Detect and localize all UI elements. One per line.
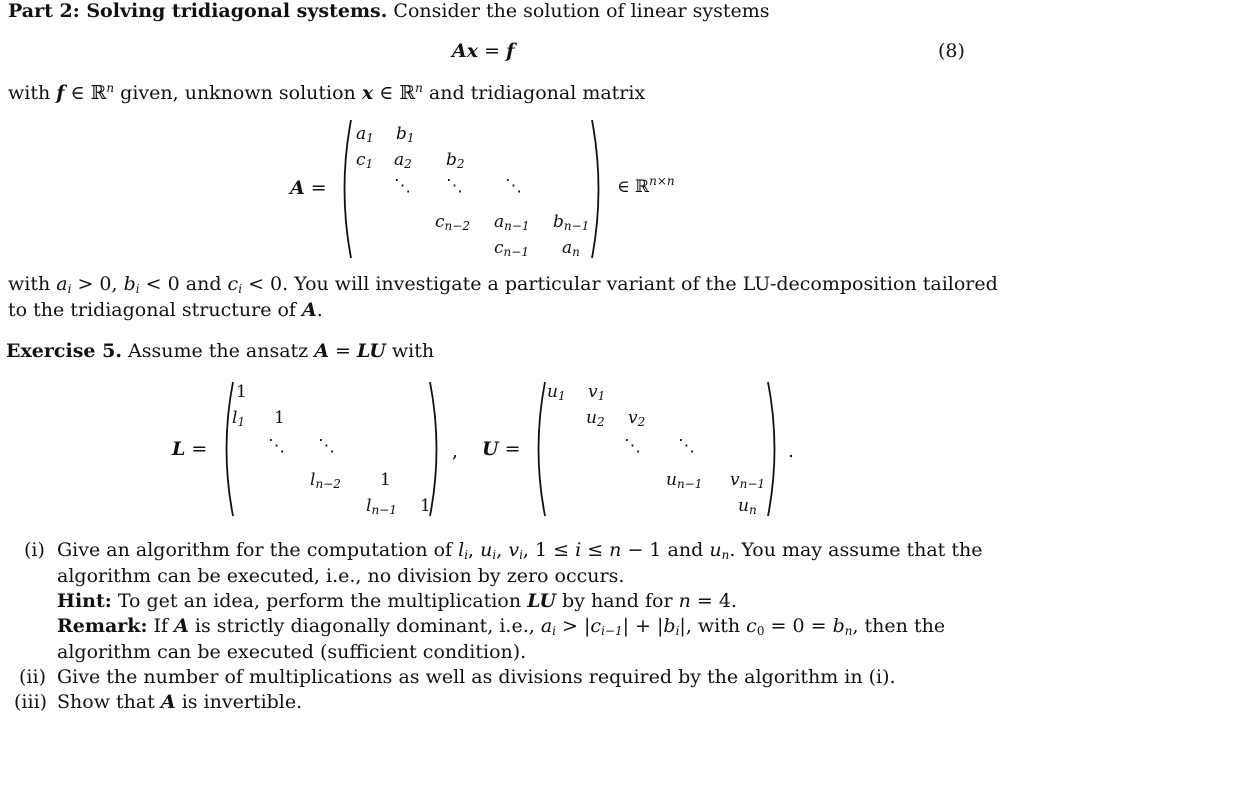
part-title: Part 2: Solving tridiagonal systems. xyxy=(8,0,388,22)
conditions-line-2: to the tridiagonal structure of A. xyxy=(8,299,323,321)
item-i-line-2: algorithm can be executed, i.e., no division by zero occurs. xyxy=(57,565,625,587)
item-i-line-1: Give an algorithm for the computation of $l_i$, $u_i$, $v_i$, 1 ≤ i ≤ n − 1 and $u_n$. You may assume that the xyxy=(57,539,983,562)
conditions-line-1: with $a_i > 0$, $b_i < 0$ and $c_i < 0$. You will investigate a particular variant of the LU-decomposition tailored xyxy=(8,273,998,296)
item-i-hint: Hint: To get an idea, perform the multiplication LU by hand for n = 4. xyxy=(57,590,737,612)
part-heading xyxy=(8,0,770,22)
part-intro: Consider the solution of linear systems xyxy=(393,0,770,22)
exercise-title: Exercise 5. xyxy=(6,340,122,362)
equation-ax-f: Ax = f xyxy=(452,40,515,62)
item-i-remark: Remark: If A is strictly diagonally dominant, i.e., $a_i > |c_{i-1}| + |b_i|$, with $c_0 = 0 = b_n$, then the xyxy=(57,615,946,638)
item-iii-label: (iii) xyxy=(14,691,48,713)
given-line: with f ∈ ℝ$^n$ given, unknown solution x ∈ ℝ$^n$ and tridiagonal matrix xyxy=(8,81,646,104)
item-ii-text: Give the number of multiplications as well as divisions required by the algorithm in (i). xyxy=(57,666,896,688)
exercise-heading: Exercise 5. Assume the ansatz A = LU with xyxy=(6,340,435,362)
item-ii-label: (ii) xyxy=(19,666,46,688)
item-iii-text: Show that A is invertible. xyxy=(57,691,303,713)
equation-label: (8) xyxy=(938,40,965,62)
item-i-label: (i) xyxy=(24,539,45,561)
item-i-remark-line-2: algorithm can be executed (sufficient condition). xyxy=(57,641,527,663)
